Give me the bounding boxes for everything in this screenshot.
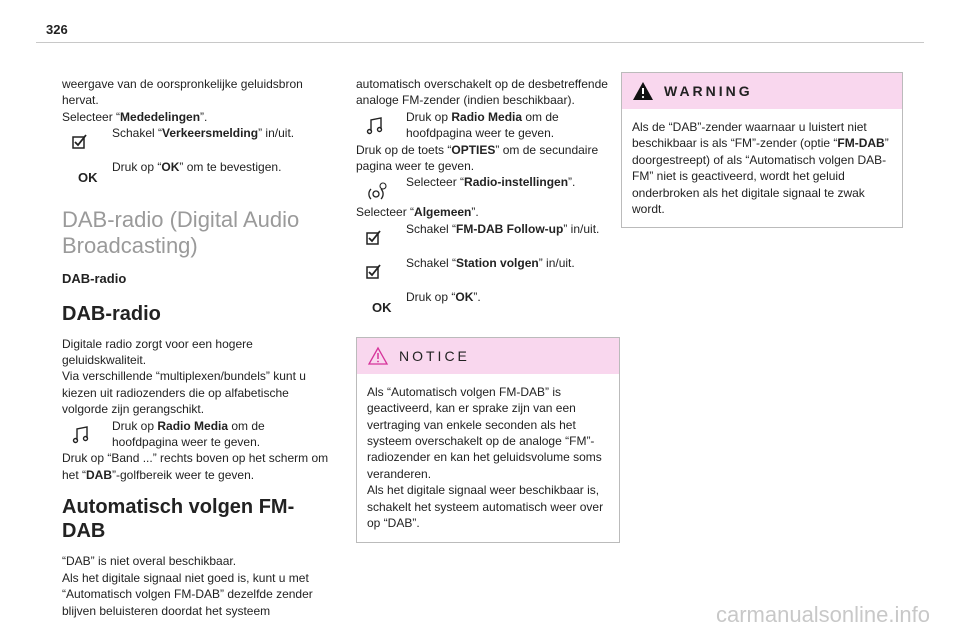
column-1 bbox=[62, 76, 334, 619]
band-text: Druk op “Band ...” rechts boven op het scherm om het “DAB”-golfbereik weer te geven. bbox=[62, 451, 329, 482]
warning-box bbox=[621, 72, 903, 228]
heading-follow: Automatisch volgen FM-DAB bbox=[62, 496, 295, 543]
checkbox-icon bbox=[356, 255, 406, 285]
general-text: Selecteer “Algemeen”. bbox=[356, 205, 479, 220]
options-text: Druk op de toets “OPTIES” om de secundaire pagina weer te geven. bbox=[356, 142, 599, 174]
intro-text-2: automatisch overschakelt op de desbetreffende analoge FM-zender (indien beschikbaar). bbox=[356, 77, 608, 108]
music-note-icon bbox=[62, 418, 112, 448]
para-signal: Als het digitale signaal niet goed is, kunt u met “Automatisch volgen FM-DAB” dezelfde zender blijven beluisteren doordat het systeem bbox=[62, 570, 313, 618]
notice-para-1: Als “Automatisch volgen FM-DAB” is geactiveerd, kan er sprake zijn van een vertraging van enkele seconden als het systeem overschakelt op de analoge “FM”-radiozender en kan het geluidsvolume soms veranderen. bbox=[367, 384, 602, 481]
notice-triangle-icon bbox=[367, 346, 389, 366]
station-step: Schakel “Station volgen” in/uit. bbox=[356, 255, 628, 285]
section-title: DAB-radio (Digital Audio Broadcasting) bbox=[62, 207, 300, 259]
checkbox-icon bbox=[356, 221, 406, 251]
radio-settings-icon bbox=[356, 174, 406, 204]
select-text: Selecteer “Mededelingen”. bbox=[62, 109, 208, 124]
switch-step: Schakel “Verkeersmelding” in/uit. bbox=[62, 125, 334, 155]
warning-header bbox=[622, 73, 902, 109]
ok-icon: OK bbox=[372, 299, 392, 315]
ok-icon: OK bbox=[78, 170, 98, 186]
notice-para-2: Als het digitale signaal weer beschikbaar is, schakelt het systeem automatisch weer over op “DAB”. bbox=[367, 483, 604, 531]
follow-step: Schakel “FM-DAB Follow-up” in/uit. bbox=[356, 221, 628, 251]
media-step: Druk op Radio Media om de hoofdpagina weer te geven. bbox=[62, 418, 334, 451]
notice-header bbox=[357, 338, 619, 374]
para-multiplex: Via verschillende “multiplexen/bundels” kunt u kiezen uit radiozenders die op alfabetische volgorde zijn gerangschikt. bbox=[62, 369, 306, 417]
settings-step: Selecteer “Radio-instellingen”. bbox=[356, 174, 628, 204]
notice-title: NOTICE bbox=[399, 347, 470, 364]
warning-text: Als de “DAB”-zender waarnaar u luistert niet beschikbaar is als “FM”-zender (optie “FM-DAB” doorgestreept) of als “Automatisch volgen DAB-FM” niet is geactiveerd, wordt het geluid onderbroken als het digitale signaal te zwak wordt. bbox=[632, 120, 889, 217]
ok-step: OK Druk op “OK” om te bevestigen. bbox=[62, 159, 334, 189]
header-divider bbox=[36, 42, 924, 43]
heading-dab: DAB-radio bbox=[62, 302, 161, 325]
para-availability: “DAB” is niet overal beschikbaar. bbox=[62, 554, 237, 569]
ok-step-2: OK Druk op “OK”. bbox=[356, 289, 628, 319]
page-number: 326 bbox=[46, 22, 68, 37]
checkbox-icon bbox=[62, 125, 112, 155]
intro-text: weergave van de oorspronkelijke geluidsbron hervat. bbox=[62, 77, 303, 108]
column-2 bbox=[356, 76, 628, 543]
watermark: carmanualsonline.info bbox=[715, 602, 930, 627]
warning-triangle-icon bbox=[632, 81, 654, 101]
media-step-2: Druk op Radio Media om de hoofdpagina weer te geven. bbox=[356, 109, 628, 142]
warning-title: WARNING bbox=[664, 82, 753, 99]
column-3 bbox=[621, 76, 903, 228]
notice-box bbox=[356, 337, 620, 543]
subtitle: DAB-radio bbox=[62, 271, 127, 287]
music-note-icon bbox=[356, 109, 406, 139]
para-quality: Digitale radio zorgt voor een hogere geluidskwaliteit. bbox=[62, 336, 253, 368]
